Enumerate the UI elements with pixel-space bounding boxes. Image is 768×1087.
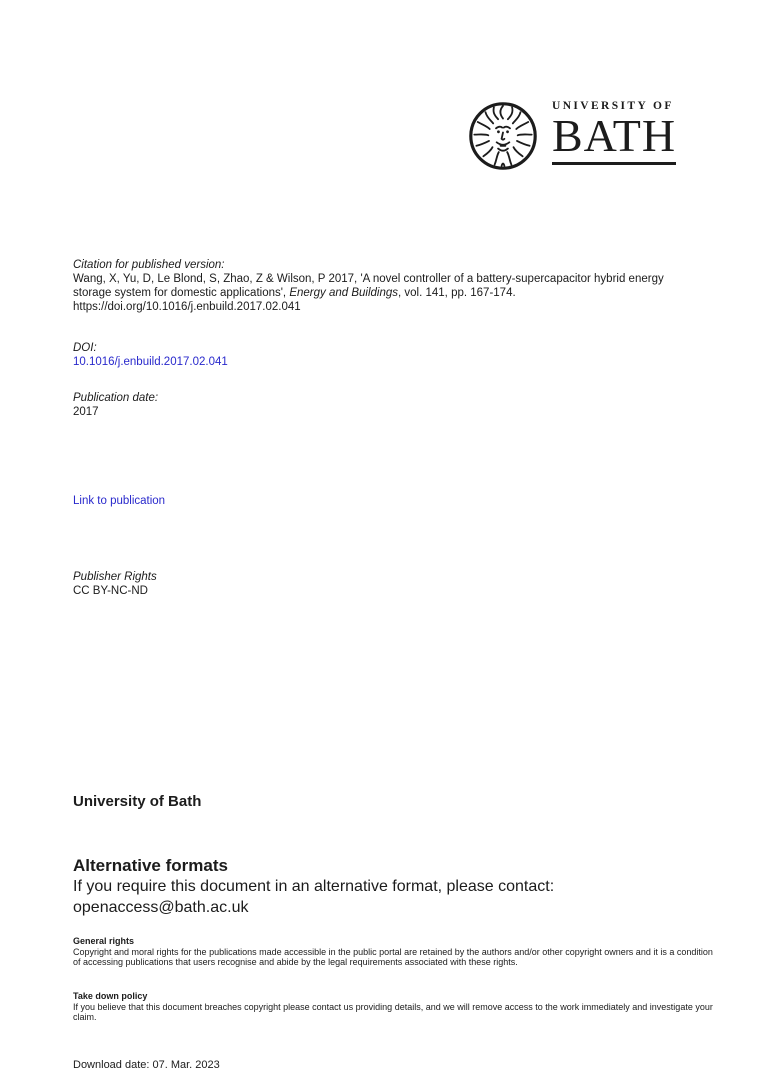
publisher-rights-value: CC BY-NC-ND [73, 585, 148, 597]
bath-wordmark [552, 94, 676, 165]
citation-label: Citation for published version: [73, 259, 225, 271]
wordmark-bath: BATH [552, 110, 677, 161]
citation-text [73, 272, 703, 300]
link-to-publication-section [73, 494, 165, 508]
alternative-formats-text: If you require this document in an alternative format, please contact: [73, 878, 555, 895]
doi-label: DOI: [73, 342, 97, 354]
general-rights-text: Copyright and moral rights for the publications made accessible in the public portal are retained by the authors and/or other copyright owners and it is a condition of accessing publications that users recognise and abide by the legal requirements associated with these rights. [73, 946, 713, 967]
alternative-formats-email: openaccess@bath.ac.uk [73, 899, 249, 916]
link-to-publication-link[interactable]: Link to publication [73, 495, 166, 507]
take-down-policy-text: If you believe that this document breaches copyright please contact us providing details, and we will remove access to the work immediately and investigate your claim. [73, 1001, 713, 1022]
publisher-rights-label: Publisher Rights [73, 571, 157, 583]
general-rights-section [73, 936, 721, 968]
citation-url: https://doi.org/10.1016/j.enbuild.2017.02.041 [73, 301, 301, 313]
university-heading: University of Bath [73, 793, 202, 810]
wordmark-university-of: UNIVERSITY OF [552, 100, 674, 112]
take-down-policy-section [73, 991, 721, 1023]
bath-celtic-head-medallion-icon [468, 98, 538, 174]
publication-date-value: 2017 [73, 406, 99, 418]
take-down-policy-title: Take down policy [73, 991, 148, 1001]
publication-date-label: Publication date: [73, 392, 159, 404]
general-rights-title: General rights [73, 936, 135, 946]
doi-link[interactable]: 10.1016/j.enbuild.2017.02.041 [73, 356, 228, 368]
doi-section [73, 341, 228, 369]
download-date: Download date: 07. Mar. 2023 [73, 1059, 220, 1071]
citation-authors: Wang, X, Yu, D, Le Blond, S, Zhao, Z & Wilson, P 2017, 'A novel controller of a battery-supercapacitor hybrid energy storage system for domestic applications', [73, 273, 664, 299]
publication-date-section [73, 391, 158, 419]
bath-logo [468, 94, 676, 174]
citation-volume-pages: , vol. 141, pp. 167-174. [398, 287, 516, 299]
publisher-rights-section [73, 570, 157, 598]
alternative-formats-section [73, 855, 554, 918]
citation-section [73, 258, 703, 314]
citation-journal: Energy and Buildings [289, 287, 399, 299]
alternative-formats-title: Alternative formats [73, 856, 228, 875]
